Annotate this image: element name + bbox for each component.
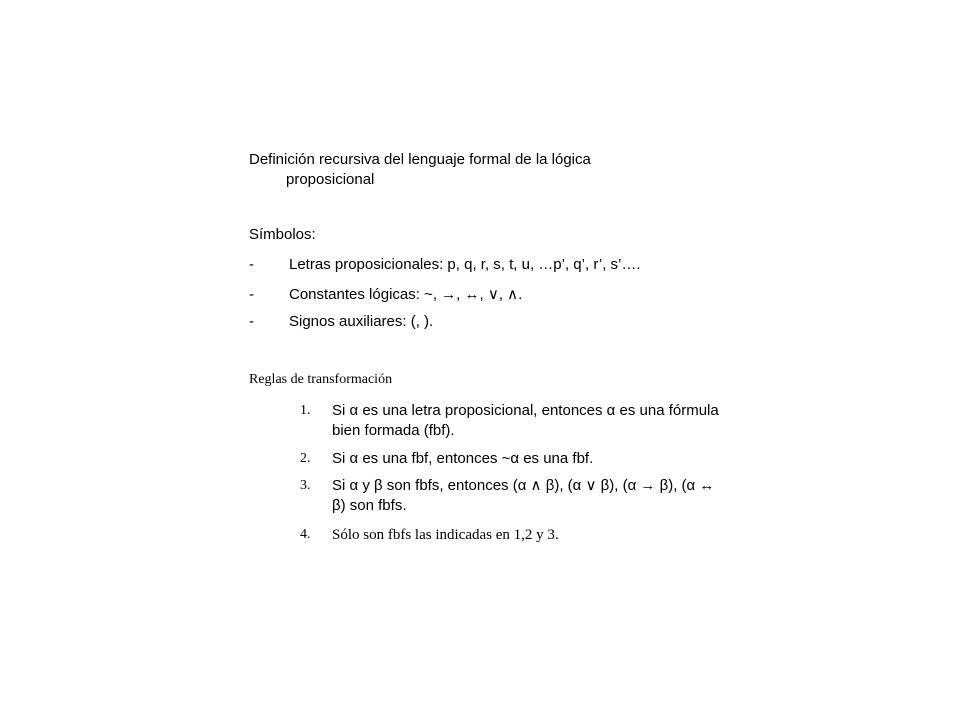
title-line-1: Definición recursiva del lenguaje formal de la lógica — [249, 151, 591, 168]
rule-text: Si α es una fbf, entonces ~α es una fbf. — [332, 450, 594, 467]
rules-heading: Reglas de transformación — [249, 372, 393, 387]
bullet-dash: - — [249, 286, 254, 303]
symbol-item — [249, 313, 433, 330]
document-title — [249, 150, 709, 190]
rule-number: 2. — [300, 451, 311, 466]
rule-text: Si α y β son fbfs, entonces (α ∧ β), (α ∨ β), (α → β), (α ↔ β) son fbfs. — [332, 477, 715, 514]
rule-number: 1. — [300, 403, 311, 418]
bullet-dash: - — [249, 256, 254, 273]
symbol-item — [249, 285, 522, 303]
rule-number: 4. — [300, 527, 311, 542]
symbol-item — [249, 256, 641, 273]
title-line-2: proposicional — [286, 171, 375, 188]
rule-text: Sólo son fbfs las indicadas en 1,2 y 3. — [332, 527, 559, 543]
rule-text: Si α es una letra proposicional, entonces α es una fórmula bien formada (fbf). — [332, 402, 719, 439]
symbol-item-text: Constantes lógicas: ~, →, ↔, ∨, ∧. — [289, 286, 523, 303]
symbol-item-text: Letras proposicionales: p, q, r, s, t, u, …p’, q’, r’, s’…. — [289, 256, 641, 273]
rule-number: 3. — [300, 478, 311, 493]
symbol-item-text: Signos auxiliares: (, ). — [289, 313, 434, 330]
symbols-heading: Símbolos: — [249, 226, 316, 243]
bullet-dash: - — [249, 313, 254, 330]
